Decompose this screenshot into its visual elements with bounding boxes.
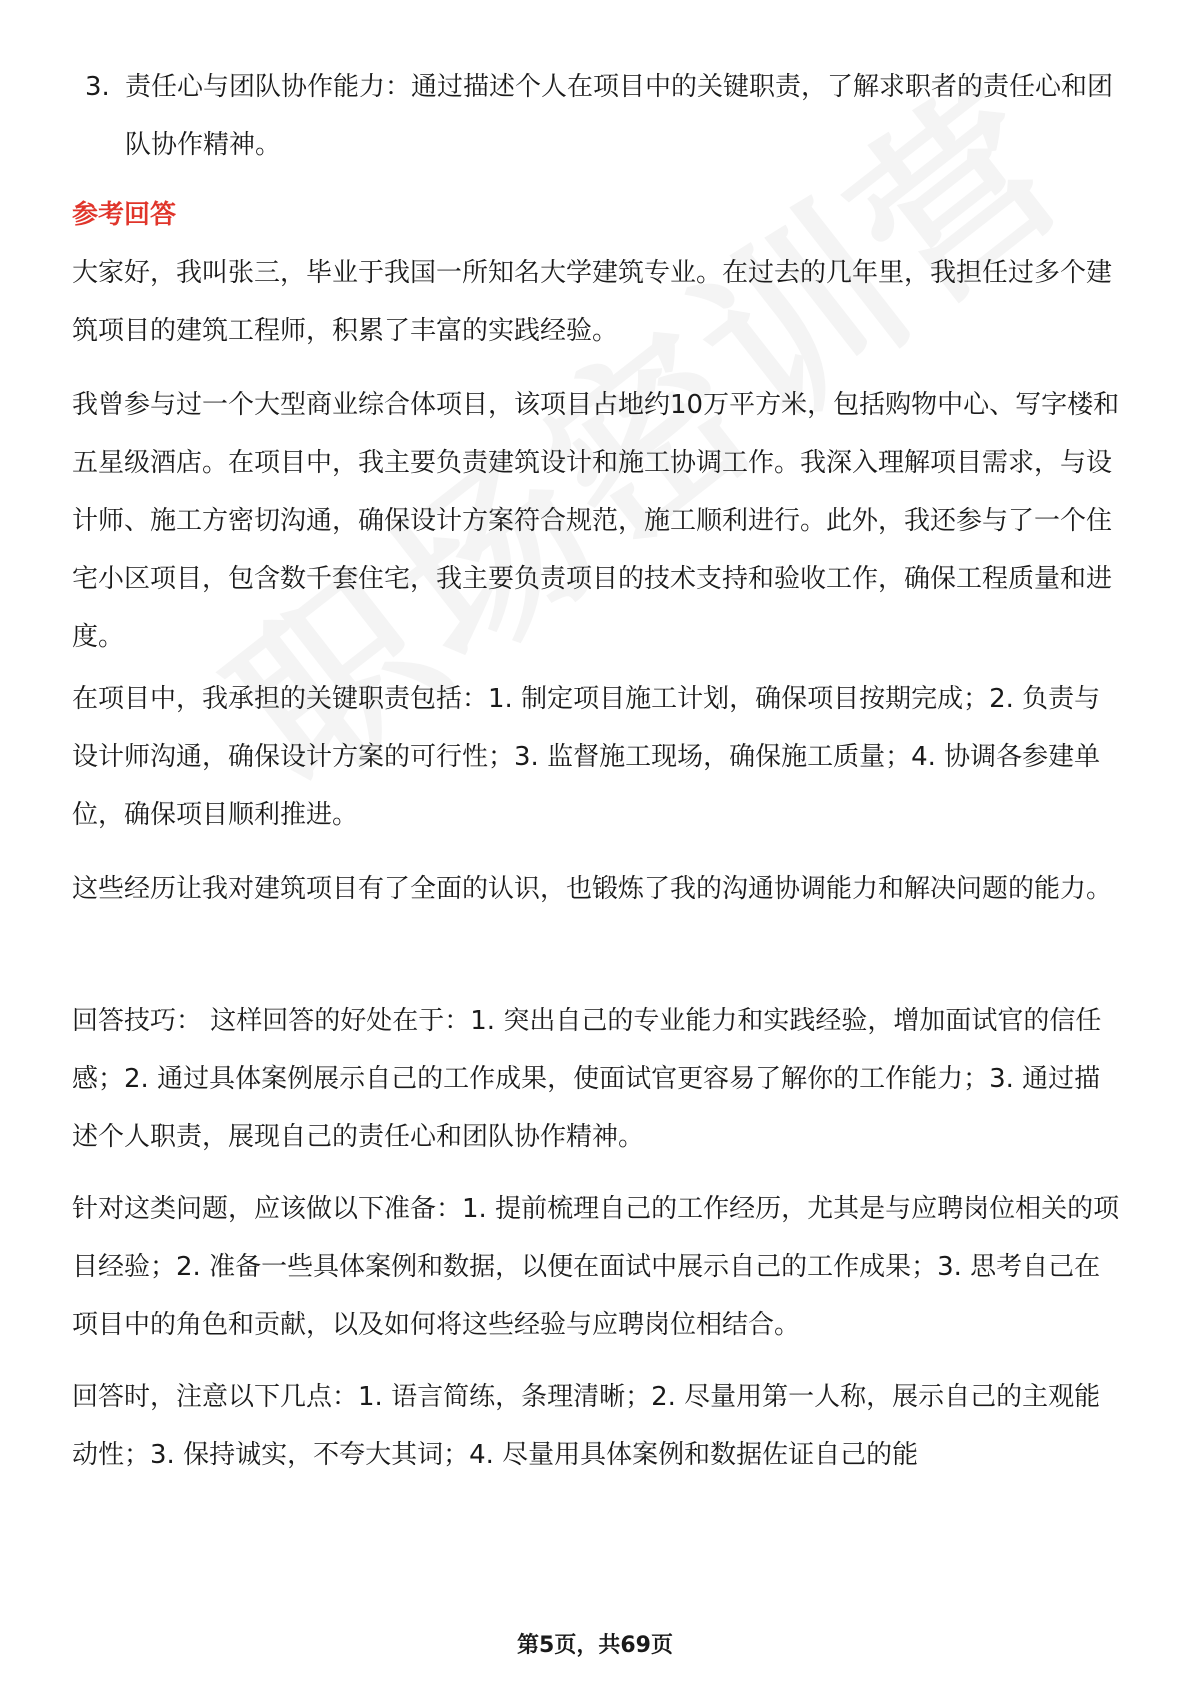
paragraph-projects: 我曾参与过一个大型商业综合体项目，该项目占地约10万平方米，包括购物中心、写字楼和五星级酒店。在项目中，我主要负责建筑设计和施工协调工作。我深入理解项目需求，与设计师、施工方密切沟通，确保设计方案符合规范，施工顺利进行。此外，我还参与了一个住宅小区项目，包含数千套住宅，我主要负责项目的技术支持和验收工作，确保工程质量和进度。 bbox=[72, 390, 1120, 652]
paragraph-intro: 大家好，我叫张三，毕业于我国一所知名大学建筑专业。在过去的几年里，我担任过多个建筑项目的建筑工程师，积累了丰富的实践经验。 bbox=[72, 258, 1113, 346]
list-item bbox=[85, 58, 1125, 174]
list-item-number: 3. bbox=[85, 72, 110, 102]
page-number: 第5页，共69页 bbox=[517, 1633, 673, 1658]
paragraph-preparation: 针对这类问题，应该做以下准备：1. 提前梳理自己的工作经历，尤其是与应聘岗位相关的项目经验；2. 准备一些具体案例和数据，以便在面试中展示自己的工作成果；3. 思考自己在项目中的角色和贡献，以及如何将这些经验与应聘岗位相结合。 bbox=[72, 1194, 1120, 1340]
paragraph-responsibilities: 在项目中，我承担的关键职责包括：1. 制定项目施工计划，确保项目按期完成；2. 负责与设计师沟通，确保设计方案的可行性；3. 监督施工现场，确保施工质量；4. 协调各参建单位，确保项目顺利推进。 bbox=[72, 684, 1101, 830]
section-heading: 参考回答 bbox=[72, 200, 177, 230]
paragraph-tips: 回答技巧： 这样回答的好处在于：1. 突出自己的专业能力和实践经验，增加面试官的信任感；2. 通过具体案例展示自己的工作成果，使面试官更容易了解你的工作能力；3. 通过描述个人职责，展现自己的责任心和团队协作精神。 bbox=[72, 1006, 1102, 1152]
paragraph-experience: 这些经历让我对建筑项目有了全面的认识，也锻炼了我的沟通协调能力和解决问题的能力。 bbox=[72, 874, 1113, 904]
list-item-text: 责任心与团队协作能力：通过描述个人在项目中的关键职责，了解求职者的责任心和团队协作精神。 bbox=[125, 72, 1114, 160]
paragraph-notes: 回答时，注意以下几点：1. 语言简练，条理清晰；2. 尽量用第一人称，展示自己的主观能动性；3. 保持诚实，不夸大其词；4. 尽量用具体案例和数据佐证自己的能 bbox=[72, 1382, 1101, 1470]
